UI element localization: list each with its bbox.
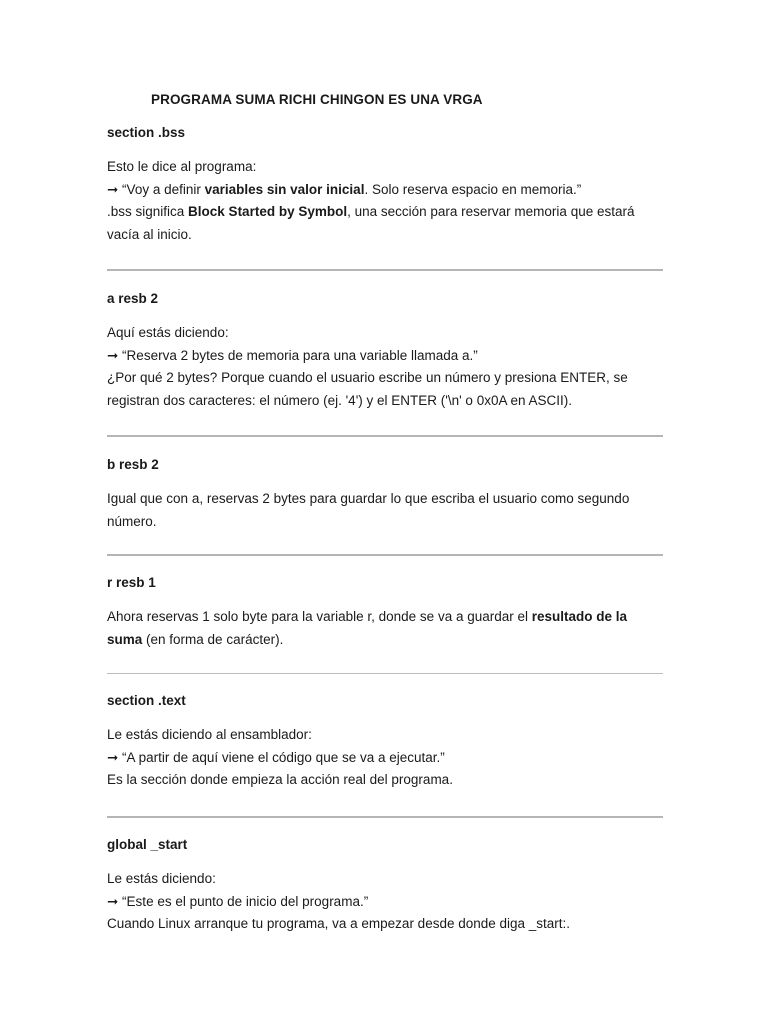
paragraph-line: Igual que con a, reservas 2 bytes para guardar lo que escriba el usuario como segundo número. <box>107 491 630 529</box>
bold-text: variables sin valor inicial <box>204 181 365 197</box>
section-heading: global _start <box>107 837 188 852</box>
bold-text: resultado de la suma <box>107 609 628 647</box>
section-body <box>107 322 663 412</box>
horizontal-divider <box>107 816 663 818</box>
paragraph-line: ➞ “Reserva 2 bytes de memoria para una variable llamada a.” <box>107 347 478 363</box>
paragraph-line: Aquí estás diciendo: <box>107 325 229 340</box>
section-heading: a resb 2 <box>107 291 159 306</box>
section-body <box>107 724 663 792</box>
paragraph-line: ➞ “Voy a definir variables sin valor inicial. Solo reserva espacio en memoria.” <box>107 181 582 197</box>
paragraph-line: Esto le dice al programa: <box>107 159 257 174</box>
section-r-resb <box>107 574 663 651</box>
horizontal-divider <box>107 269 663 271</box>
section-heading: r resb 1 <box>107 575 156 590</box>
paragraph-line: Ahora reservas 1 solo byte para la variable r, donde se va a guardar el resultado de la suma (en forma de carácter). <box>107 609 628 647</box>
paragraph-line: Le estás diciendo al ensamblador: <box>107 727 312 742</box>
horizontal-divider <box>107 554 663 556</box>
paragraph-line: Le estás diciendo: <box>107 871 216 886</box>
horizontal-divider <box>107 673 663 674</box>
section-heading: section .bss <box>107 125 186 140</box>
paragraph-line: .bss significa Block Started by Symbol, una sección para reservar memoria que estará vacía al inicio. <box>107 204 635 242</box>
section-heading: section .text <box>107 693 186 708</box>
section-bss <box>107 124 663 246</box>
paragraph-line: Cuando Linux arranque tu programa, va a empezar desde donde diga _start:. <box>107 916 571 931</box>
section-text <box>107 692 663 792</box>
paragraph-line: ➞ “A partir de aquí viene el código que se va a ejecutar.” <box>107 749 445 765</box>
section-body <box>107 606 663 651</box>
section-body <box>107 156 663 246</box>
paragraph-line: Es la sección donde empieza la acción real del programa. <box>107 772 453 787</box>
section-b-resb <box>107 456 663 533</box>
section-a-resb <box>107 290 663 412</box>
bold-text: Block Started by Symbol <box>188 204 348 219</box>
section-heading: b resb 2 <box>107 457 159 472</box>
section-body <box>107 488 663 533</box>
section-global-start <box>107 836 663 936</box>
paragraph-line: ¿Por qué 2 bytes? Porque cuando el usuario escribe un número y presiona ENTER, se registran dos caracteres: el número (ej. '4') y el ENTER ('\n' o 0x0A en ASCII). <box>107 370 628 408</box>
section-body <box>107 868 663 936</box>
paragraph-line: ➞ “Este es el punto de inicio del programa.” <box>107 893 369 909</box>
horizontal-divider <box>107 435 663 437</box>
page-title: PROGRAMA SUMA RICHI CHINGON ES UNA VRGA <box>151 92 483 107</box>
